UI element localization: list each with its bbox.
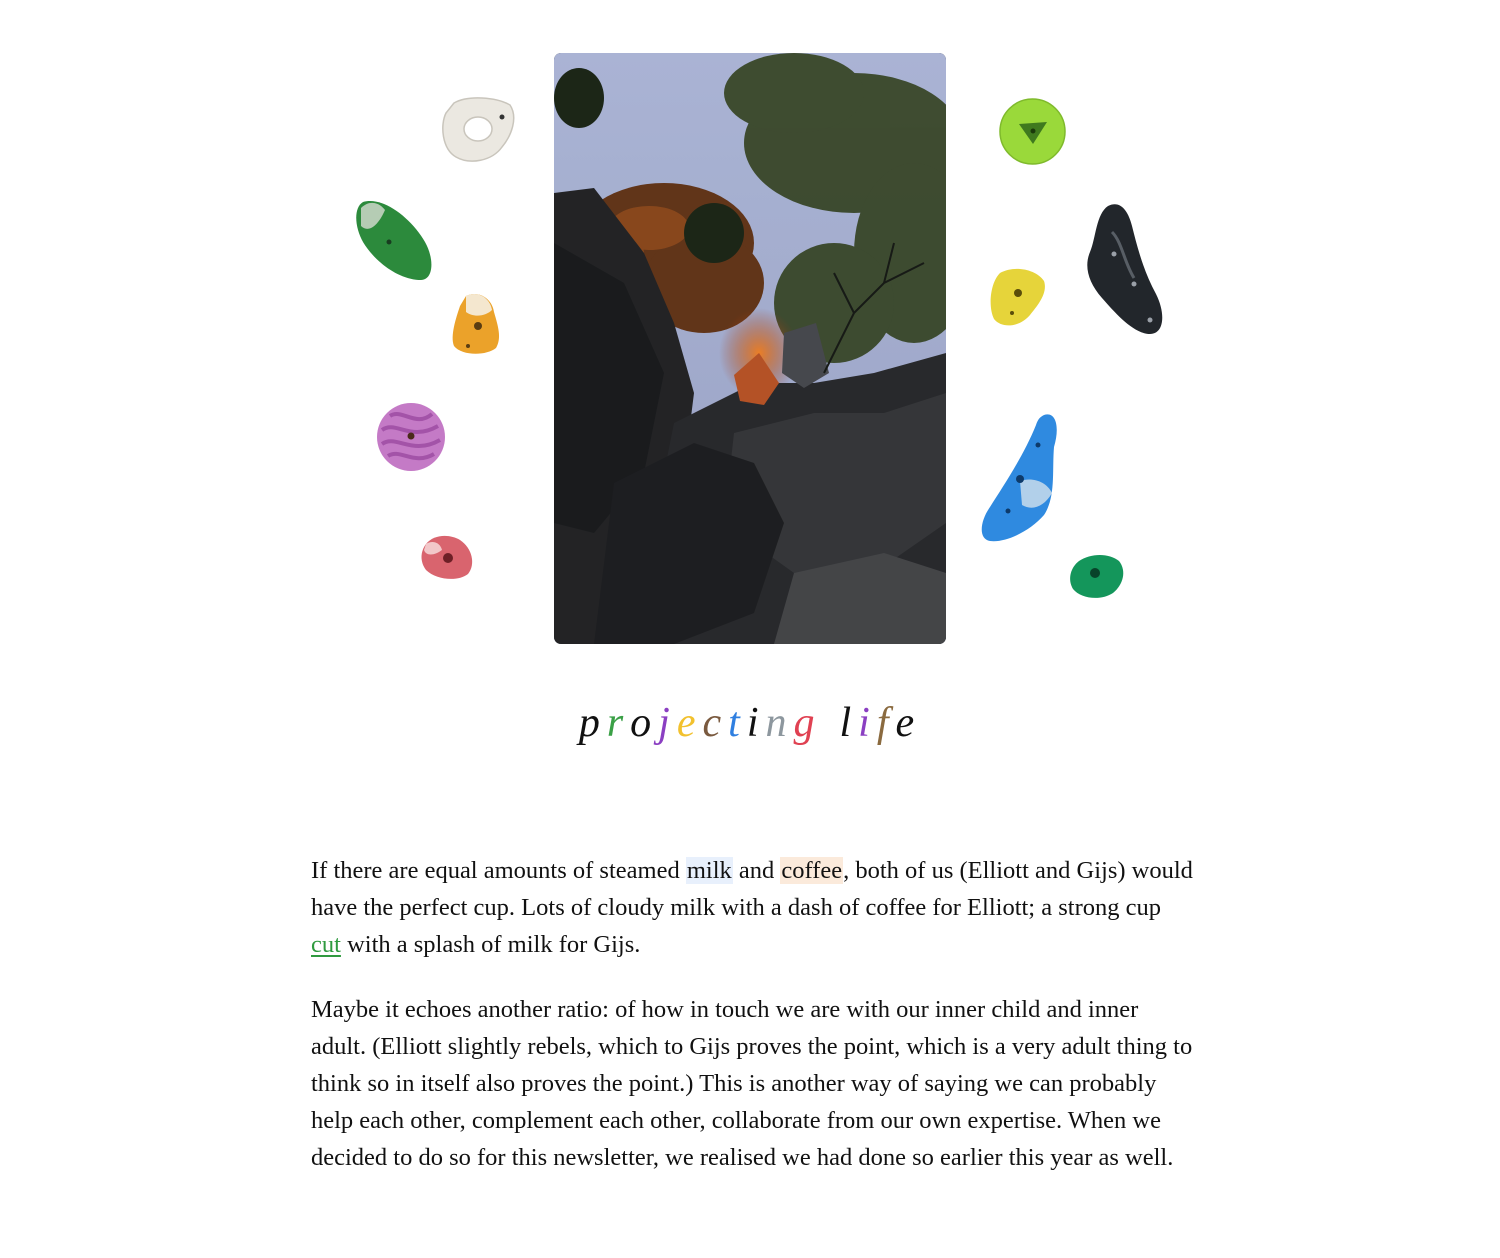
title-letter: e	[895, 700, 922, 746]
hero-photo	[554, 53, 946, 644]
yellow-hold-icon	[990, 267, 1046, 329]
page-title	[0, 693, 1500, 753]
title-letter: j	[658, 700, 677, 746]
title-letter: e	[676, 700, 703, 746]
paragraph-1	[311, 852, 1196, 964]
milk-highlight: milk	[686, 857, 732, 884]
paragraph-2: Maybe it echoes another ratio: of how in touch we are with our inner child and inner adult. (Elliott slightly rebels, which to Gijs proves the point, which is a very adult thing to think so in itself also proves the point.) This is another way of saying we can probably help each other, complement each other, collaborate from our own expertise. When we decided to do so for this newsletter, we realised we had done so earlier this year as well.	[311, 995, 1193, 1172]
title-letter: i	[746, 700, 766, 746]
paragraph-1-text-c: , both of us (Elliott and Gijs) would have the perfect cup. Lots of cloudy milk with a dash of coffee for Elliott; a strong cup	[311, 857, 1193, 922]
title-letter: f	[876, 700, 896, 746]
green-hold-icon	[355, 198, 433, 282]
lime-hold-icon	[999, 98, 1066, 165]
title-letter: t	[728, 700, 747, 746]
paragraph-1-text-b: and	[732, 857, 781, 884]
title-letter: l	[839, 700, 859, 746]
title-letter: n	[765, 700, 794, 746]
article-body	[311, 852, 1196, 1204]
black-hold-icon	[1086, 202, 1164, 336]
title-letter: o	[630, 700, 659, 746]
white-hold-icon	[440, 95, 516, 165]
title-letter: p	[578, 700, 607, 746]
cut-link[interactable]: cut	[311, 931, 341, 959]
paragraph-1-text-d: with a splash of milk for Gijs.	[340, 931, 641, 959]
blue-hold-icon	[980, 411, 1058, 543]
orange-hold-icon	[452, 292, 502, 356]
purple-hold-icon	[376, 402, 446, 472]
coffee-highlight: coffee	[781, 857, 843, 884]
teal-hold-icon	[1069, 553, 1125, 599]
pink-hold-icon	[420, 534, 474, 580]
paragraph-1-text-a: If there are equal amounts of steamed	[311, 857, 686, 884]
title-letter: i	[858, 700, 877, 746]
title-letter: r	[606, 700, 631, 746]
title-letter: c	[702, 700, 729, 746]
title-letter: g	[793, 700, 822, 746]
